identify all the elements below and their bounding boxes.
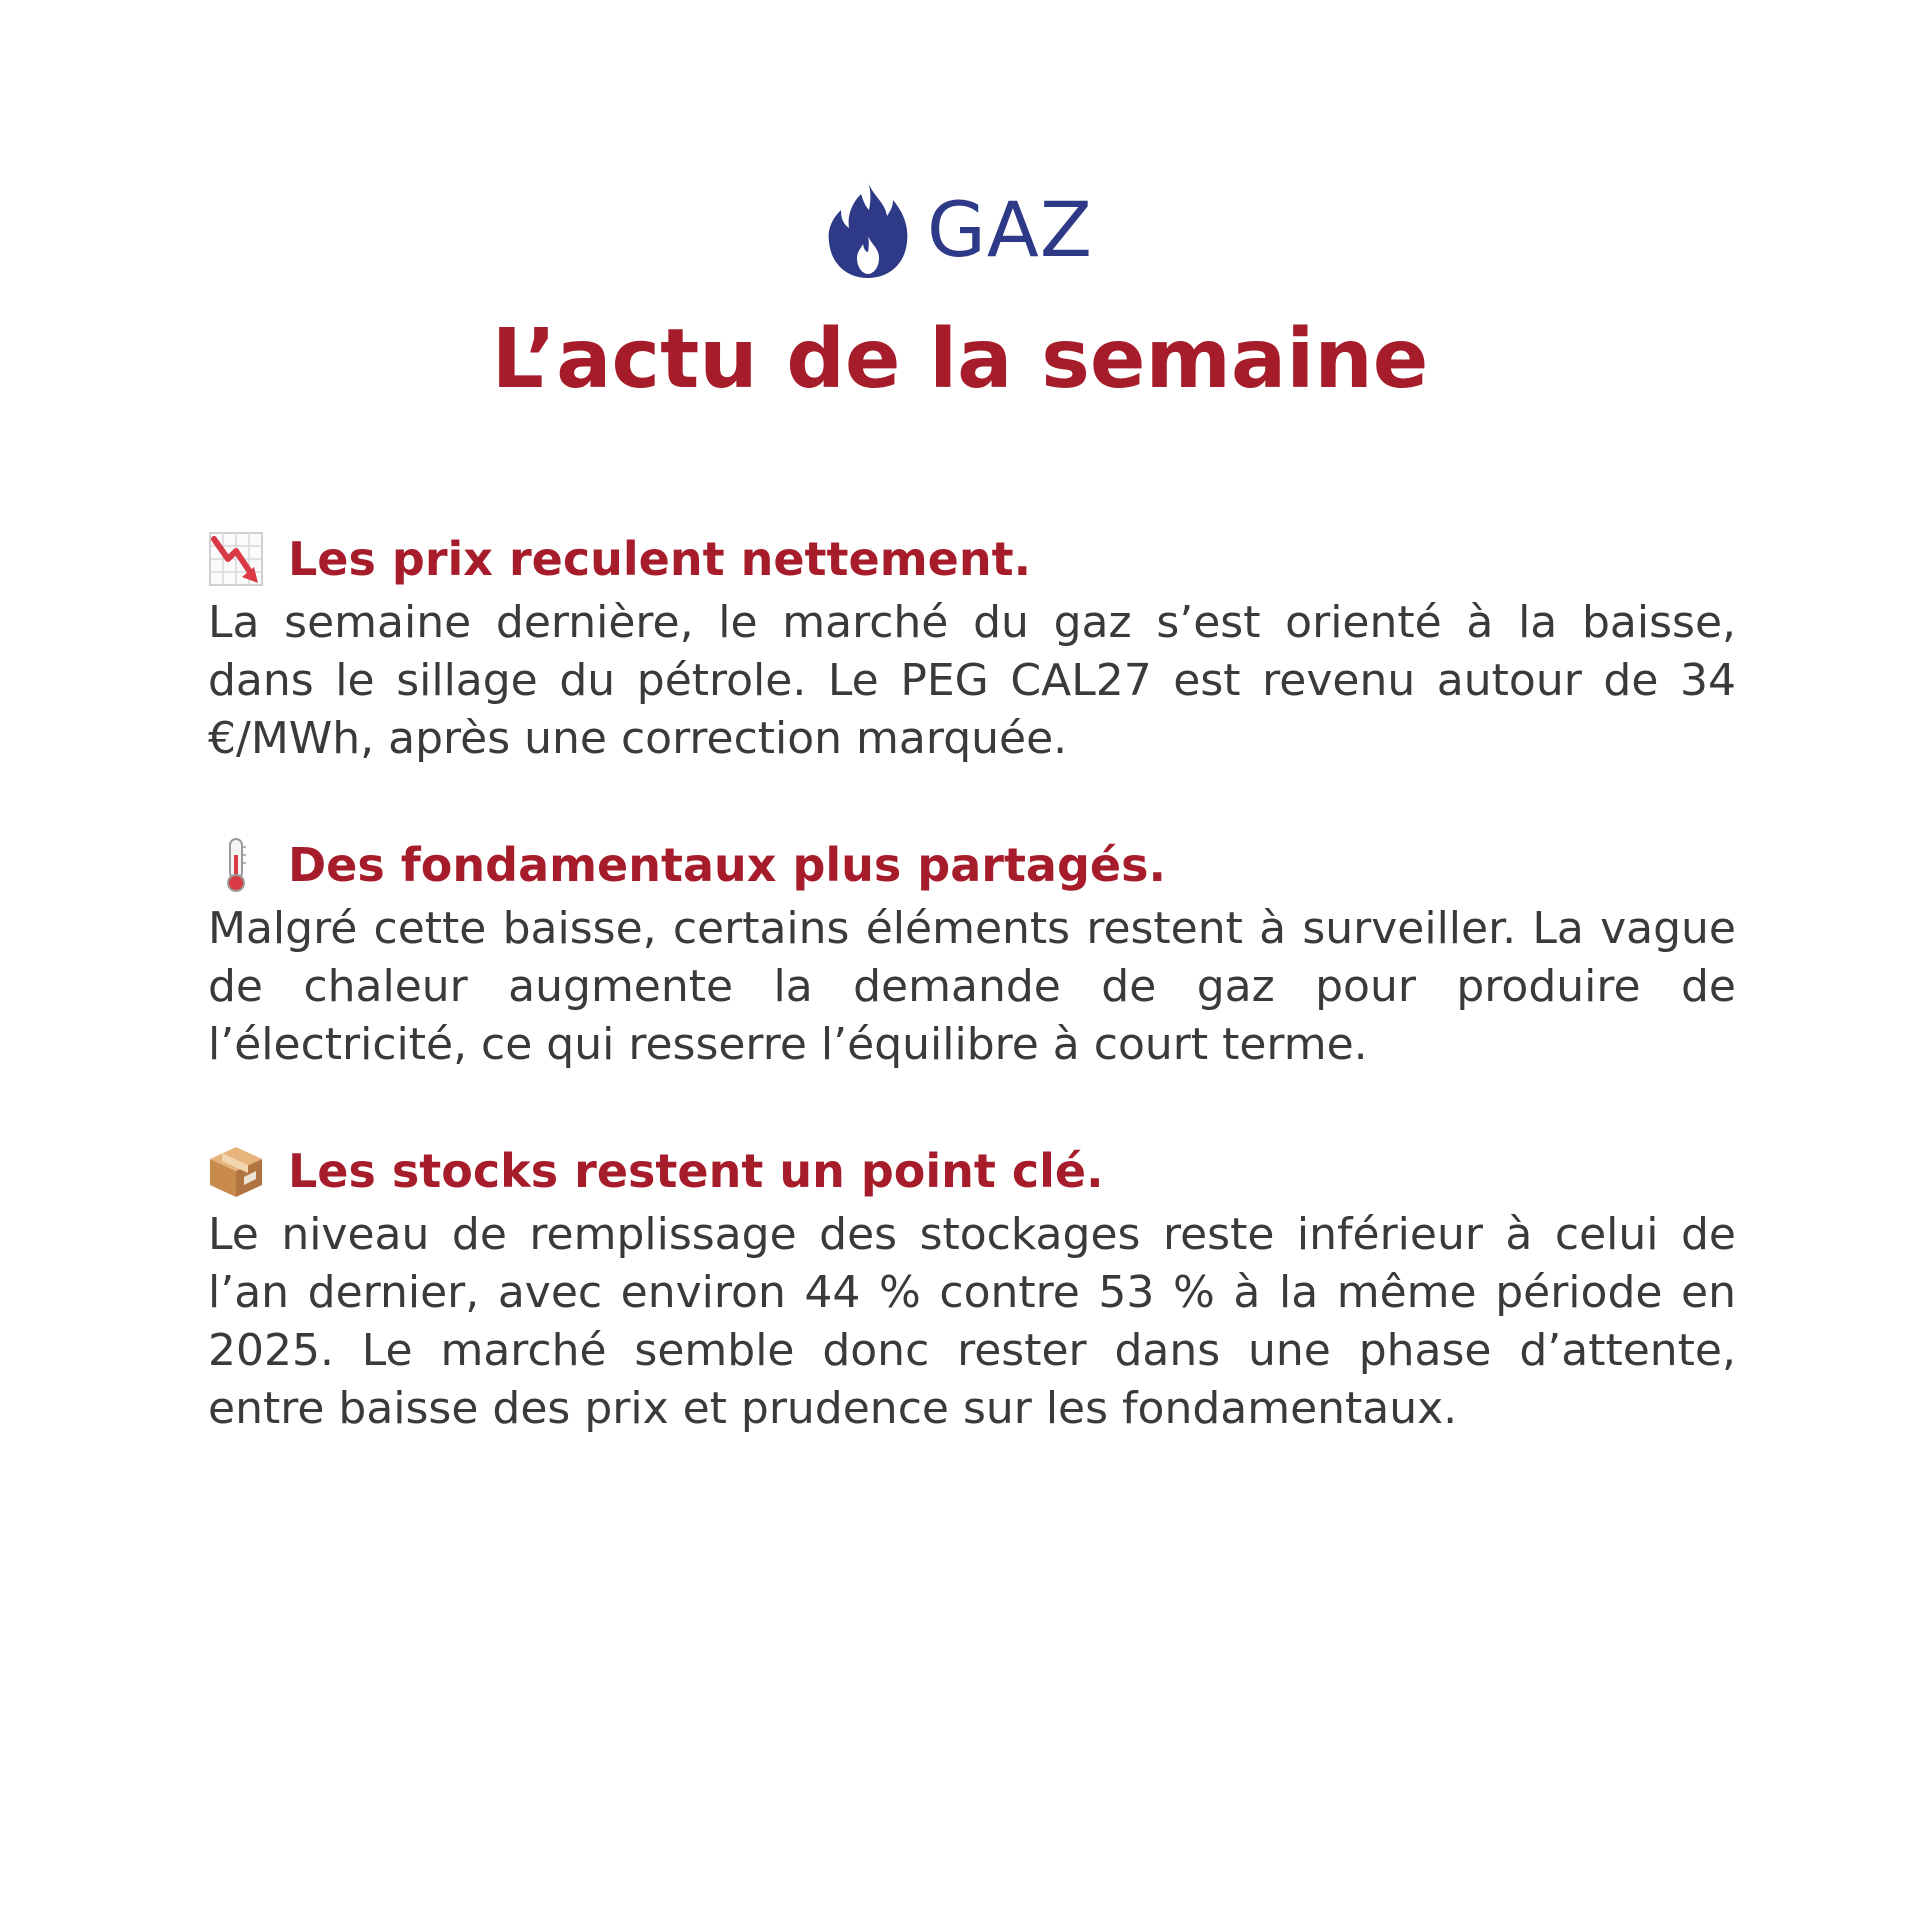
section-head — [208, 1136, 1736, 1206]
flame-icon — [827, 180, 909, 280]
category-label: GAZ — [927, 185, 1093, 274]
section-body: Le niveau de remplissage des stockages reste inférieur à celui de l’an dernier, avec environ 44 % contre 53 % à la même période en 2025. Le marché semble donc rester dans une phase d’attente, entre baisse des prix et prudence sur les fondamentaux. — [208, 1209, 1736, 1434]
section-stocks — [208, 1136, 1736, 1438]
article-content — [208, 524, 1736, 1500]
chart-decreasing-icon — [208, 531, 264, 587]
thermometer-icon — [208, 837, 264, 893]
section-head — [208, 524, 1736, 594]
package-icon — [208, 1143, 264, 1199]
section-body: La semaine dernière, le marché du gaz s’est orienté à la baisse, dans le sillage du pétrole. Le PEG CAL27 est revenu autour de 34 €/MWh, après une correction marquée. — [208, 597, 1736, 764]
section-head — [208, 830, 1736, 900]
section-body: Malgré cette baisse, certains éléments restent à surveiller. La vague de chaleur augmente la demande de gaz pour produire de l’électricité, ce qui resserre l’équilibre à court terme. — [208, 903, 1736, 1070]
page-title: L’actu de la semaine — [491, 312, 1429, 407]
section-heading: Des fondamentaux plus partagés. — [288, 838, 1166, 892]
section-heading: Les stocks restent un point clé. — [288, 1144, 1104, 1198]
category-header — [0, 180, 1920, 280]
section-fundamentals — [208, 830, 1736, 1074]
section-prices — [208, 524, 1736, 768]
section-heading: Les prix reculent nettement. — [288, 532, 1032, 586]
